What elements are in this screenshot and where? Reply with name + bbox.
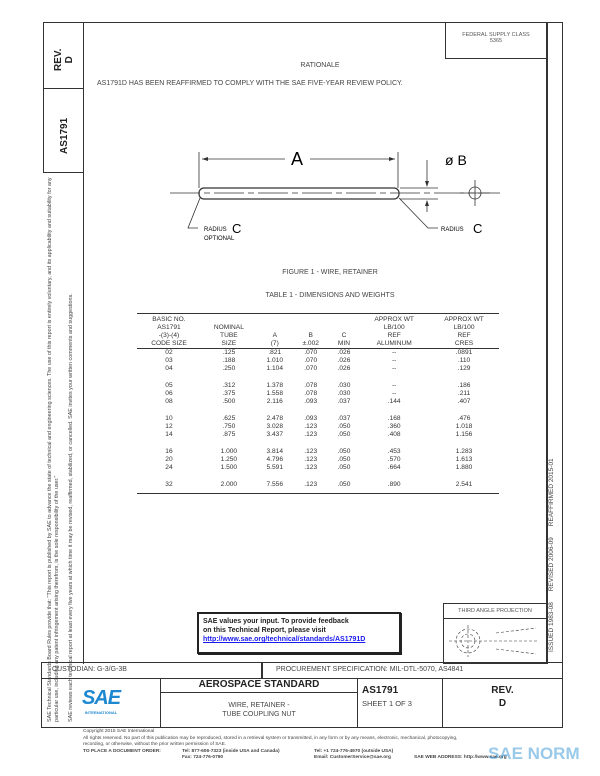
table-cell: 20 [165, 456, 173, 463]
table-row [137, 456, 499, 464]
watermark: SAE NORM [488, 744, 580, 763]
table-cell: 1.613 [455, 456, 473, 463]
table-cell: 1.018 [455, 423, 473, 430]
table-cell: 16 [165, 448, 173, 455]
table-row [137, 357, 499, 365]
table-cell: .625 [222, 415, 236, 422]
table-cell: 06 [165, 390, 173, 397]
column-header: BASIC NO. [152, 316, 186, 323]
table-row [137, 431, 499, 439]
header-row [137, 332, 499, 340]
column-header: A [272, 332, 277, 339]
rev-label: REV. [53, 48, 64, 71]
table-cell: .093 [304, 398, 318, 405]
table-row [137, 398, 499, 406]
table-cell: .0891 [455, 349, 473, 356]
table-cell: 14 [165, 431, 173, 438]
custodian-cell [41, 662, 263, 679]
standard-cell [160, 678, 358, 693]
dim-a-label: A [291, 149, 304, 169]
rationale-text: AS1791D HAS BEEN REAFFIRMED TO COMPLY WITH THE SAE FIVE-YEAR REVIEW POLICY. [97, 80, 403, 87]
table-cell: .123 [304, 431, 318, 438]
column-header [257, 324, 293, 332]
table-cell: .050 [337, 431, 351, 438]
sae-logo: SAE [81, 687, 121, 709]
column-header: -(3)-(4) [158, 332, 180, 339]
table-cell: .123 [304, 464, 318, 471]
title-cell [160, 692, 358, 728]
rev-label-title: REV. [491, 685, 514, 696]
table-cell: .030 [337, 390, 351, 397]
figure-caption: FIGURE 1 - WIRE, RETAINER [282, 269, 378, 276]
revised-date: REVISED 2006-09 [548, 537, 555, 592]
rights: All rights reserved. No part of this publication may be reproduced, stored in a retrieval system or transmitted, in any form or by any means, electronic, mechanical, photocopying, [83, 735, 458, 741]
title-line-2: TUBE COUPLING NUT [222, 711, 296, 718]
column-header [257, 314, 293, 325]
table-cell: .168 [387, 415, 401, 422]
sae-logo-sub: INTERNATIONAL [84, 710, 118, 715]
header-row [137, 324, 499, 332]
email: Email: CustomerService@sae.org [314, 755, 391, 760]
radius-right-c: C [473, 221, 483, 236]
column-header [293, 324, 329, 332]
table-cell: 3.814 [266, 448, 284, 455]
table-cell: 2.541 [455, 481, 473, 488]
table-cell: .070 [304, 357, 318, 364]
table-cell: 1.378 [266, 382, 284, 389]
table-cell: 03 [165, 357, 173, 364]
column-header: APPROX WT [374, 316, 414, 323]
table-row [137, 481, 499, 489]
tel-us: Tel: 877-606-7323 (inside USA and Canada) [182, 748, 280, 754]
rev-value: D [64, 56, 75, 64]
radius-left-c: C [232, 221, 242, 236]
column-header: REF [457, 332, 471, 339]
table-cell: .375 [222, 390, 236, 397]
table-row [137, 349, 499, 358]
table-cell: 3.028 [266, 423, 284, 430]
table-cell: 2.478 [266, 415, 284, 422]
table-cell: .050 [337, 448, 351, 455]
feedback-line-1: SAE values your input. To provide feedback [203, 618, 349, 625]
wire-drawing [170, 140, 510, 250]
table-cell: .144 [387, 398, 401, 405]
rationale-title: RATIONALE [300, 62, 340, 69]
column-header: REF [387, 332, 401, 339]
table-cell: .123 [304, 448, 318, 455]
table-cell: -- [391, 382, 397, 389]
table-cell: .050 [337, 464, 351, 471]
column-header: SIZE [221, 340, 237, 347]
table-cell: .026 [337, 357, 351, 364]
table-cell: 3.437 [266, 431, 284, 438]
table-cell: .250 [222, 365, 236, 372]
table-cell: .070 [304, 365, 318, 372]
table-cell: 08 [165, 398, 173, 405]
column-header: C [341, 332, 347, 339]
revision-history [548, 458, 555, 652]
table-cell: .050 [337, 481, 351, 488]
table-cell: 04 [165, 365, 173, 372]
table-cell: -- [391, 365, 397, 372]
table-cell: .312 [222, 382, 236, 389]
table-cell: 2.116 [266, 398, 283, 405]
table-cell: .037 [337, 415, 351, 422]
feedback-box [197, 612, 401, 654]
column-header: CRES [454, 340, 474, 347]
table-row [137, 365, 499, 373]
rev-value-title: D [498, 698, 507, 709]
table-cell: .211 [457, 390, 471, 397]
doc-number-title: AS1791 [362, 685, 399, 696]
table-cell: .453 [387, 448, 401, 455]
third-angle-projection-icon [444, 619, 544, 661]
radius-left: RADIUS [204, 227, 227, 233]
table-cell: 24 [165, 464, 173, 471]
header-row [137, 340, 499, 349]
order-label: TO PLACE A DOCUMENT ORDER: [83, 748, 161, 754]
fsc-value: 5365 [489, 38, 503, 44]
radius-optional: OPTIONAL [204, 236, 235, 242]
table-cell: .110 [457, 357, 471, 364]
column-header: LB/100 [383, 324, 405, 331]
column-header [293, 314, 329, 325]
reaffirmed-date: REAFFIRMED 2015-01 [548, 458, 555, 527]
table-cell: .664 [387, 464, 401, 471]
doc-number: AS1791 [59, 117, 70, 154]
table-title: TABLE 1 - DIMENSIONS AND WEIGHTS [265, 292, 395, 299]
table-cell: .123 [304, 456, 318, 463]
table-row [137, 415, 499, 423]
web-address: SAE WEB ADDRESS: http://www.sae.org [414, 754, 507, 760]
column-header: AS1791 [157, 324, 181, 331]
column-header: ALUMINUM [376, 340, 412, 347]
table-cell: 32 [165, 481, 173, 488]
header-row [137, 314, 499, 325]
projection-label: THIRD ANGLE PROJECTION [444, 604, 546, 619]
rev-box [43, 22, 84, 89]
table-cell: .050 [337, 456, 351, 463]
table-cell: 7.556 [266, 481, 284, 488]
table-cell: .037 [337, 398, 351, 405]
custodian: CUSTODIAN: G-3/G-3B [52, 666, 127, 673]
projection-box [443, 603, 547, 664]
table-cell: -- [391, 390, 397, 397]
table-cell: .500 [222, 398, 236, 405]
table-row [137, 464, 499, 472]
table-cell: .030 [337, 382, 351, 389]
sheet-number: SHEET 1 OF 3 [362, 699, 412, 708]
table-cell: 1.104 [266, 365, 284, 372]
table-cell: .570 [387, 456, 401, 463]
table-cell: .123 [304, 481, 318, 488]
disclaimer-2: SAE reviews each technical report at least every five years at which time it may be revised, reaffirmed, stabilized, or cancelled. SAE invites your written comments and suggestions. [68, 293, 74, 722]
tel-intl: Tel: +1 724-776-4970 (outside USA) [314, 748, 394, 754]
table-cell: 5.591 [266, 464, 284, 471]
table-cell: .078 [304, 382, 318, 389]
standard-type: AEROSPACE STANDARD [198, 679, 320, 690]
column-header: MIN [337, 340, 350, 347]
table-cell: 1.558 [266, 390, 284, 397]
fsc-label: FEDERAL SUPPLY CLASS [462, 32, 530, 38]
issued-date: ISSUED 1983-08 [548, 602, 555, 652]
column-header: TUBE [220, 332, 238, 339]
table-cell: 02 [165, 349, 173, 356]
feedback-link[interactable]: http://www.sae.org/technical/standards/AS1791D [203, 636, 366, 643]
table-row [137, 423, 499, 431]
table-cell: .188 [222, 357, 236, 364]
disclaimer-1: SAE Technical Standards Board Rules provide that: "This report is published by SAE to advance the state of technical and engineering sciences. The use of this report is entirely voluntary, and its applicability and suitability for any particular use, including any patent infringement arising therefrom, is the sole responsibility of the user." [47, 177, 60, 722]
table-cell: .890 [387, 481, 401, 488]
table-cell: .407 [457, 398, 471, 405]
table-cell: .123 [304, 423, 318, 430]
column-header [201, 314, 257, 325]
table-cell: .129 [457, 365, 471, 372]
column-header: CODE SIZE [151, 340, 187, 347]
radius-right: RADIUS [441, 227, 464, 233]
table-cell: .125 [222, 349, 236, 356]
table-cell: .050 [337, 423, 351, 430]
table-cell: 1.156 [455, 431, 473, 438]
table-cell: -- [391, 349, 397, 356]
column-header: NOMINAL [213, 324, 244, 331]
table-cell: 4.796 [266, 456, 284, 463]
copyright: Copyright 2015 SAE International [83, 729, 155, 734]
rights-2: recording, or otherwise, without the prior written permission of SAE. [83, 742, 227, 747]
table-cell: .750 [222, 423, 236, 430]
feedback-line-2: on this Technical Report, please visit [203, 627, 326, 634]
table-cell: 05 [165, 382, 173, 389]
table-row [137, 390, 499, 398]
dim-b-label: ø B [445, 152, 467, 168]
table-cell: 10 [165, 415, 173, 422]
table-cell: .360 [387, 423, 401, 430]
column-header: ±.002 [302, 340, 319, 347]
table-cell: 1.500 [220, 464, 238, 471]
dimensions-table [137, 313, 499, 494]
column-header: B [308, 332, 313, 339]
column-header [329, 324, 360, 332]
table-cell: .093 [304, 415, 318, 422]
logo-cell [41, 678, 161, 728]
column-header [329, 314, 360, 325]
table-cell: 12 [165, 423, 173, 430]
doc-number-box [43, 88, 84, 173]
table-cell: -- [391, 357, 397, 364]
table-cell: .821 [268, 349, 282, 356]
table-cell: 1.880 [455, 464, 473, 471]
table-cell: .875 [222, 431, 236, 438]
table-cell: 1.283 [455, 448, 473, 455]
table-cell: .476 [457, 415, 471, 422]
table-cell: .070 [304, 349, 318, 356]
table-cell: .026 [337, 365, 351, 372]
doc-cell [357, 678, 443, 728]
table-cell: .078 [304, 390, 318, 397]
column-header: APPROX WT [444, 316, 484, 323]
fsc-box [445, 22, 547, 59]
table-cell: .408 [387, 431, 401, 438]
rev-cell [442, 678, 563, 728]
table-row [137, 382, 499, 390]
table-cell: 1.250 [220, 456, 238, 463]
table-cell: .186 [457, 382, 471, 389]
table-cell: .026 [337, 349, 351, 356]
table-cell: 2.000 [220, 481, 238, 488]
title-line-1: WIRE, RETAINER - [228, 702, 290, 709]
procurement-cell [261, 662, 563, 679]
table-cell: 1.010 [266, 357, 284, 364]
fax: Fax: 724-776-0790 [182, 755, 224, 760]
table-row [137, 448, 499, 456]
table-cell: 1.000 [220, 448, 238, 455]
column-header: (7) [270, 340, 279, 347]
column-header: LB/100 [453, 324, 475, 331]
procurement-spec: PROCUREMENT SPECIFICATION: MIL-DTL-5070, AS4841 [276, 666, 464, 673]
